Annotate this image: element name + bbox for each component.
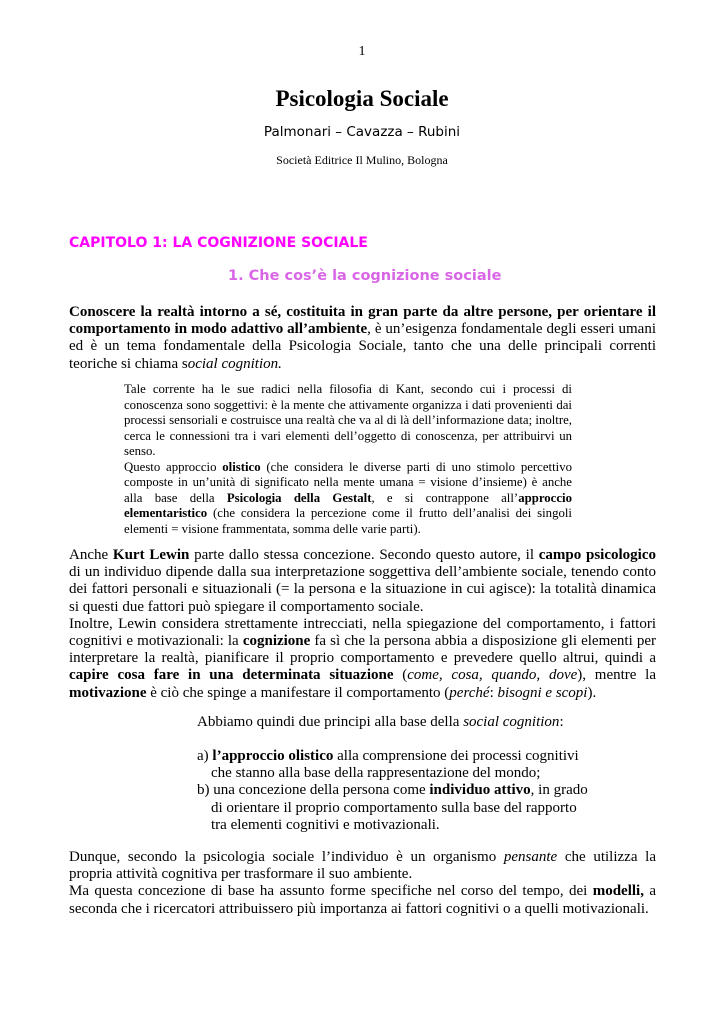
intro-paragraph: [69, 304, 656, 373]
quote-paragraph-2: [124, 460, 572, 538]
body-text: :: [489, 684, 498, 701]
body-bold: individuo attivo: [429, 782, 531, 799]
chapter-heading: CAPITOLO 1: LA COGNIZIONE SOCIALE: [69, 235, 368, 251]
body-text: che utilizza la propria attività cognitiva per trasformare il suo ambiente.: [69, 849, 656, 883]
body-text: parte dallo stessa concezione. Secondo questo autore, il: [189, 547, 539, 563]
list-item-continuation: che stanno alla base della rappresentazione del mondo;: [211, 765, 541, 782]
body-bold: campo psicologico: [538, 547, 657, 563]
intro-text: , è un’esigenza fondamentale degli esseri umani ed è un tema fondamentale della Psicologia Sociale, tanto che una delle principali correnti teoriche si chiama s: [69, 321, 656, 372]
quote-bold: olistico: [222, 459, 261, 474]
publisher: Società Editrice Il Mulino, Bologna: [276, 153, 448, 167]
body-bold: modelli,: [592, 883, 644, 900]
document-title: Psicologia Sociale: [275, 86, 449, 111]
body-text: ), mentre la: [577, 667, 657, 684]
body-text: alla comprensione dei processi cognitivi: [333, 748, 579, 764]
body-text: b) una concezione della persona come: [197, 782, 430, 799]
body-text: (: [393, 667, 408, 684]
body-text: :: [559, 714, 564, 730]
lewin-paragraph: [69, 547, 656, 702]
body-bold: l’approccio olistico: [212, 748, 334, 764]
body-text: Inoltre, Lewin considera strettamente intrecciati, nella spiegazione del comportamento, i fattori cognitivi e motivazionali: la: [69, 615, 656, 650]
quote-block: [124, 382, 572, 537]
body-italic: come, cosa, quando, dove: [407, 667, 578, 684]
quote-text: (che considera la percezione come il frutto dell’analisi dei singoli elementi = visione frammentata, somma delle varie parti).: [124, 506, 572, 536]
body-bold: cognizione: [242, 633, 311, 650]
list-marker: a): [197, 748, 213, 764]
intro-italic: ocial cognition.: [187, 355, 282, 372]
list-item: [197, 782, 588, 799]
list-item: [197, 748, 588, 765]
conclusion-paragraph: [69, 849, 656, 918]
quote-text: (che considera le diverse parti di uno stimolo percettivo composte in un’unità di significato nella mente umana = visione d’insieme) è anche alla base della: [124, 459, 572, 505]
intro-bold: Conoscere la realtà intorno a sé, costituita in gran parte da altre persone, per orientare il comportamento in modo adattivo all’ambiente: [69, 304, 656, 338]
page-number: 1: [358, 44, 366, 59]
body-italic: pensante: [503, 849, 558, 865]
body-text: a seconda che i ricercatori attribuissero più importanza ai fattori cognitivi o a quelli motivazionali.: [69, 883, 656, 917]
list-item-continuation: di orientare il proprio comportamento sulla base del rapporto: [211, 799, 577, 816]
body-italic: bisogni e scopi: [497, 684, 588, 701]
body-text: Dunque, secondo la psicologia sociale l’individuo è un organismo: [69, 849, 504, 865]
quote-text: Questo approccio: [124, 459, 223, 474]
body-text: , in grado: [530, 782, 588, 799]
section-heading: 1. Che cos’è la cognizione sociale: [228, 268, 502, 284]
principles-list: [197, 748, 588, 834]
body-text: Ma questa concezione di base ha assunto forme specifiche nel corso del tempo, dei: [69, 883, 593, 900]
authors: Palmonari – Cavazza – Rubini: [263, 124, 461, 140]
body-italic: perché: [449, 684, 490, 701]
body-text: Abbiamo quindi due principi alla base della: [197, 714, 464, 730]
body-text: fa sì che la persona abbia a disposizione gli elementi per interpretare la realtà, pianificare il proprio comportamento e prevedere quello altrui, quindi a: [69, 633, 656, 667]
body-bold: Kurt Lewin: [112, 547, 190, 563]
body-bold: capire cosa fare in una determinata situazione: [69, 667, 394, 684]
quote-paragraph-1: Tale corrente ha le sue radici nella filosofia di Kant, secondo cui i processi di conoscenza sono soggettivi: è la mente che attivamente organizza i dati provenienti dai processi sensoriali e costruisce una realtà che va al di là dell’informazione data; inoltre, cerca le connessioni tra i vari elementi dell’oggetto di conoscenza, per attribuirvi un senso.: [124, 382, 572, 458]
body-text: di un individuo dipende dalla sua interpretazione soggettiva dell’ambiente sociale, tenendo conto dei fattori personali e situazionali (= la persona e la situazione in cui agisce): la totalità dinamica si questi due fattori può spiegare il comportamento sociale.: [69, 564, 656, 615]
body-bold: motivazione: [69, 684, 147, 701]
body-text: è ciò che spinge a manifestare il comportamento (: [146, 684, 450, 701]
body-italic: social cognition: [463, 714, 560, 730]
body-text: Anche: [69, 547, 113, 563]
quote-text: , e si contrappone all’: [371, 490, 519, 505]
quote-bold: Psicologia della Gestalt: [226, 490, 372, 505]
principles-intro: [197, 714, 564, 731]
quote-bold: approccio elementaristico: [124, 490, 572, 520]
list-item-continuation: tra elementi cognitivi e motivazionali.: [211, 816, 440, 833]
body-text: ).: [587, 684, 597, 701]
